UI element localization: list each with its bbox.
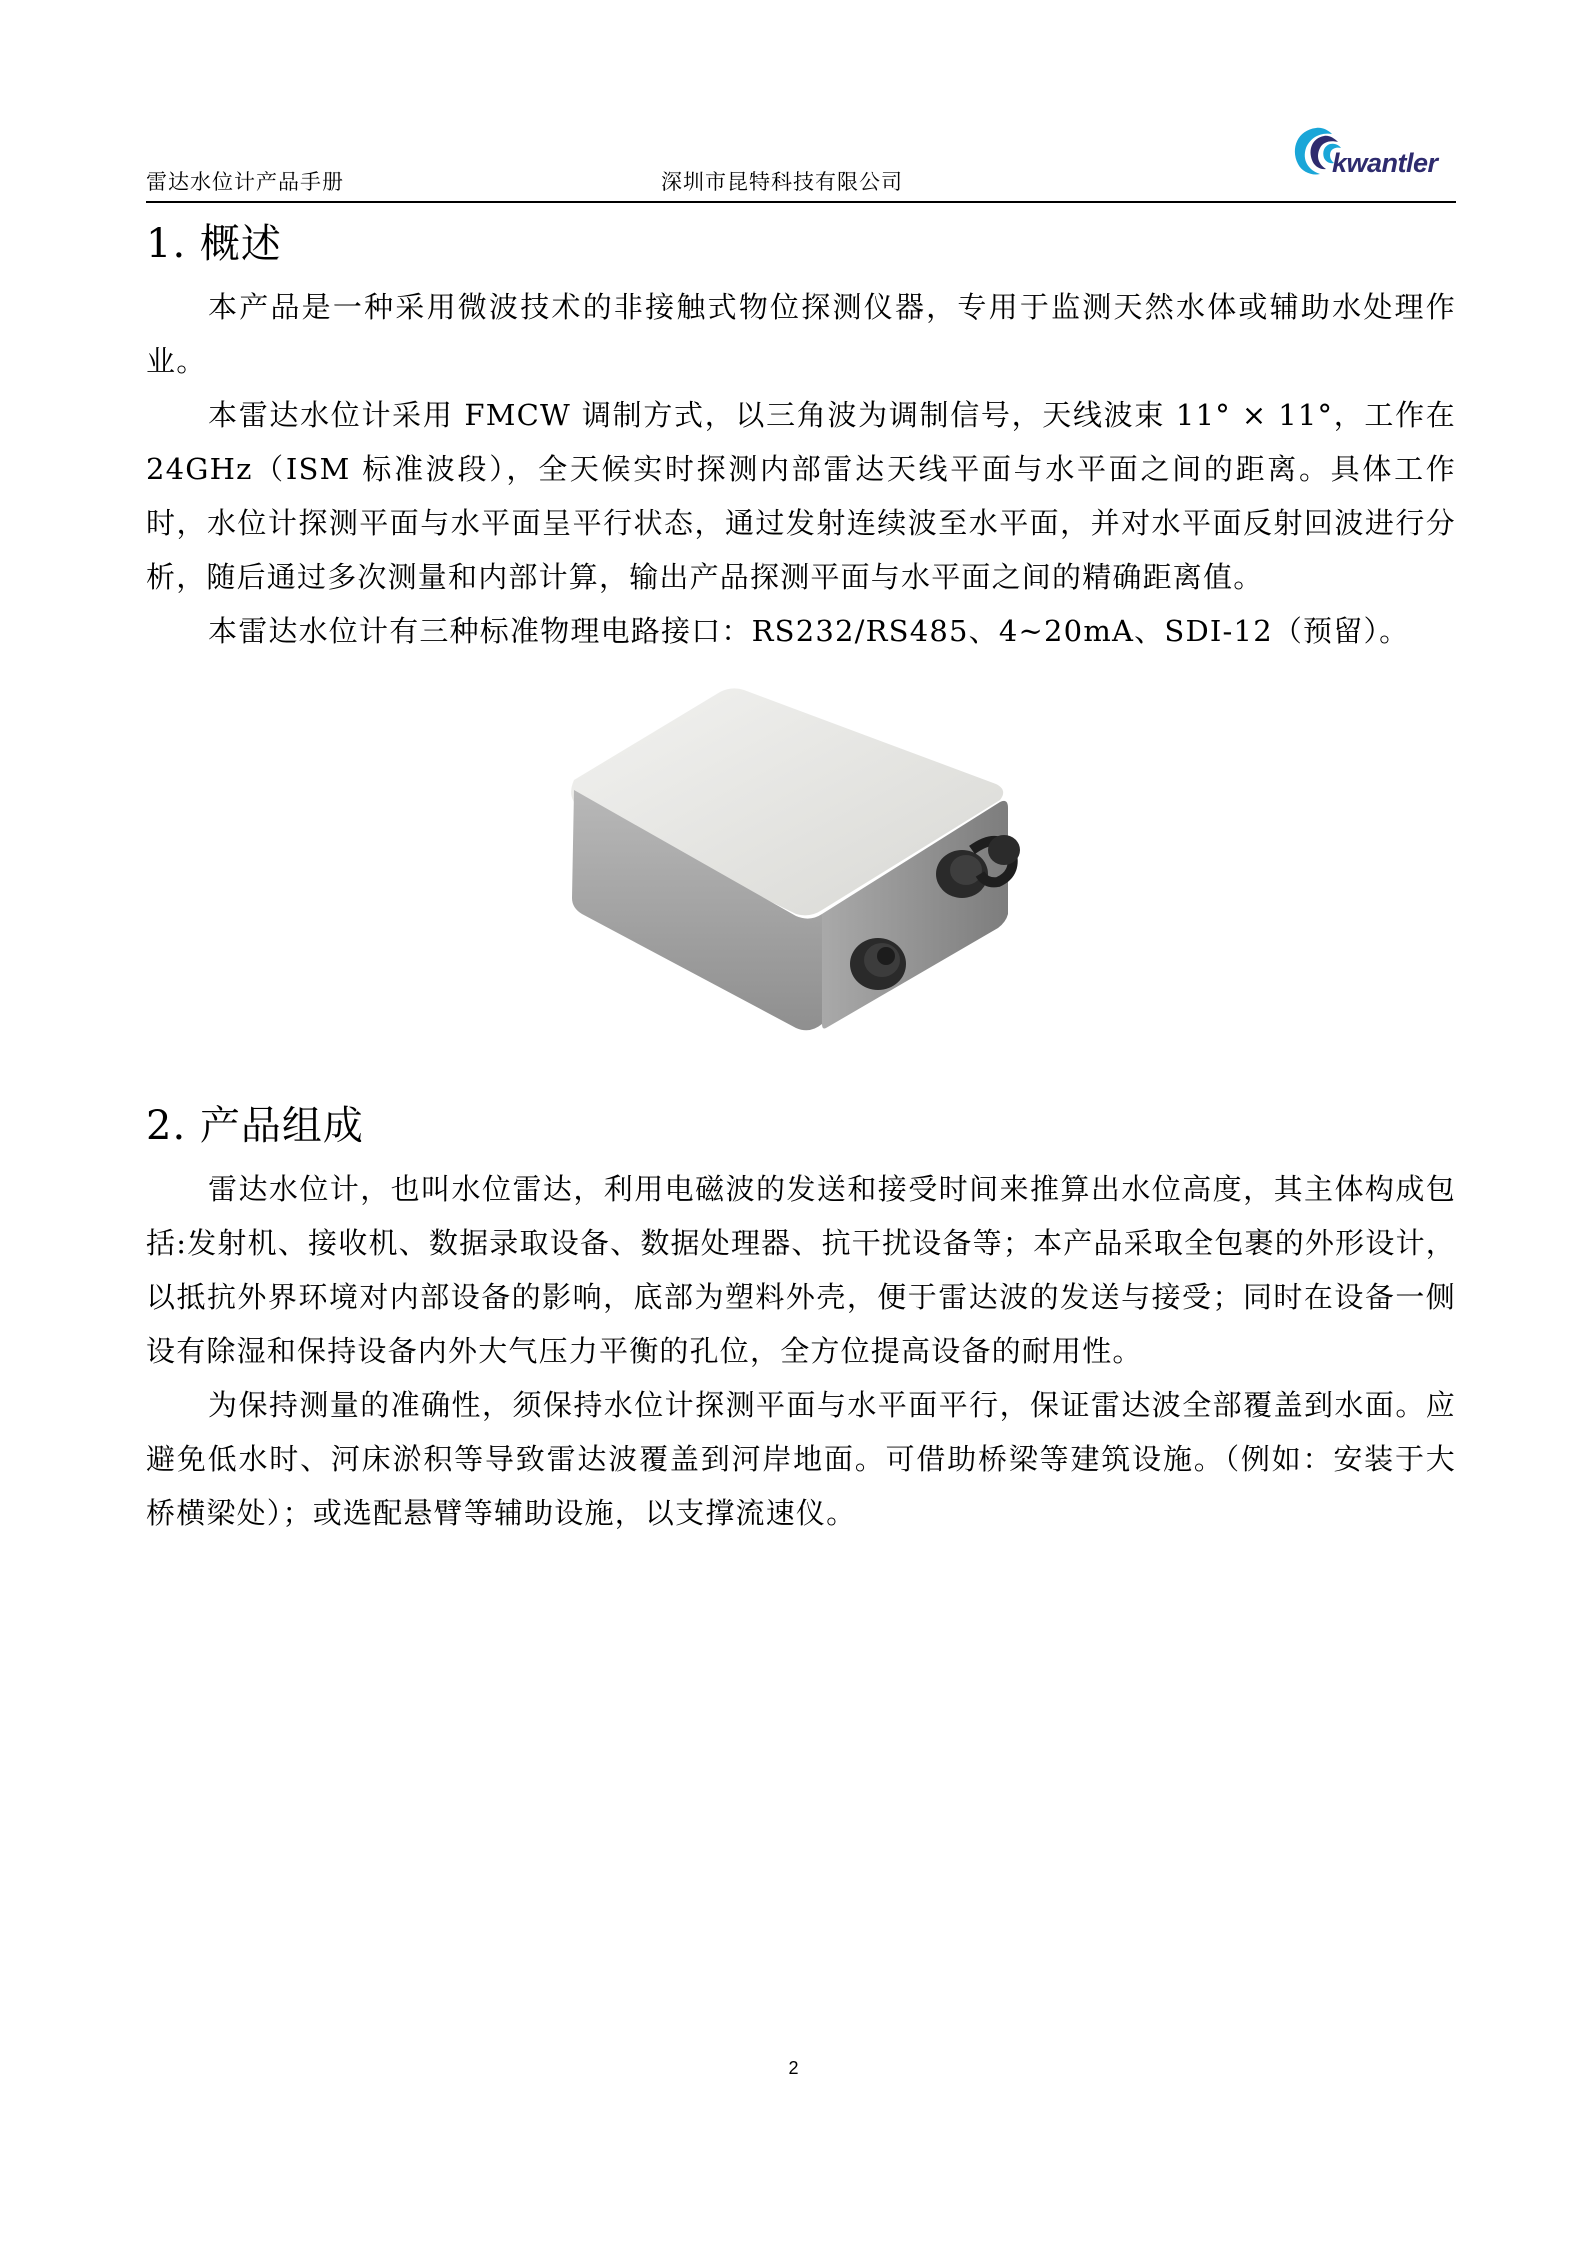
section-heading-composition: 2. 产品组成 [146,1103,364,1149]
product-photo [560,678,1080,1058]
composition-paragraph-1: 雷达水位计，也叫水位雷达，利用电磁波的发送和接受时间来推算出水位高度，其主体构成包括:发射机、接收机、数据录取设备、数据处理器、抗干扰设备等；本产品采取全包裹的外形设计，以抵抗外界环境对内部设备的影响，底部为塑料外壳，便于雷达波的发送与接受；同时在设备一侧设有除湿和保持设备内外大气压力平衡的孔位，全方位提高设备的耐用性。 [146,1172,1456,1368]
company-name: 深圳市昆特科技有限公司 [661,170,903,194]
composition-paragraph-2: 为保持测量的准确性，须保持水位计探测平面与水平面平行，保证雷达波全部覆盖到水面。应避免低水时、河床淤积等导致雷达波覆盖到河岸地面。可借助桥梁等建筑设施。（例如：安装于大桥横梁处）；或选配悬臂等辅助设施，以支撑流速仪。 [146,1388,1456,1530]
page-header [146,108,1456,204]
header-rule [146,201,1456,203]
overview-paragraph-2: 本雷达水位计采用 FMCW 调制方式，以三角波为调制信号，天线波束 11° × 11°，工作在 24GHz（ISM 标准波段），全天候实时探测内部雷达天线平面与水平面之间的距离。具体工作时，水位计探测平面与水平面呈平行状态，通过发射连续波至水平面，并对水平面反射回波进行分析，随后通过多次测量和内部计算，输出产品探测平面与水平面之间的精确距离值。 [146,398,1456,594]
section-heading-overview: 1. 概述 [146,221,282,267]
overview-paragraph-1: 本产品是一种采用微波技术的非接触式物位探测仪器，专用于监测天然水体或辅助水处理作业。 [146,290,1456,378]
overview-paragraph-3: 本雷达水位计有三种标准物理电路接口：RS232/RS485、4~20mA、SDI-12（预留）。 [208,614,1410,648]
manual-title: 雷达水位计产品手册 [146,170,344,194]
kwantler-logo [1286,120,1456,184]
logo-wordmark: kwantler [1332,148,1438,178]
product-photo-area [146,678,1456,1058]
page-number: 2 [788,2058,799,2078]
page-content [146,214,1456,1540]
